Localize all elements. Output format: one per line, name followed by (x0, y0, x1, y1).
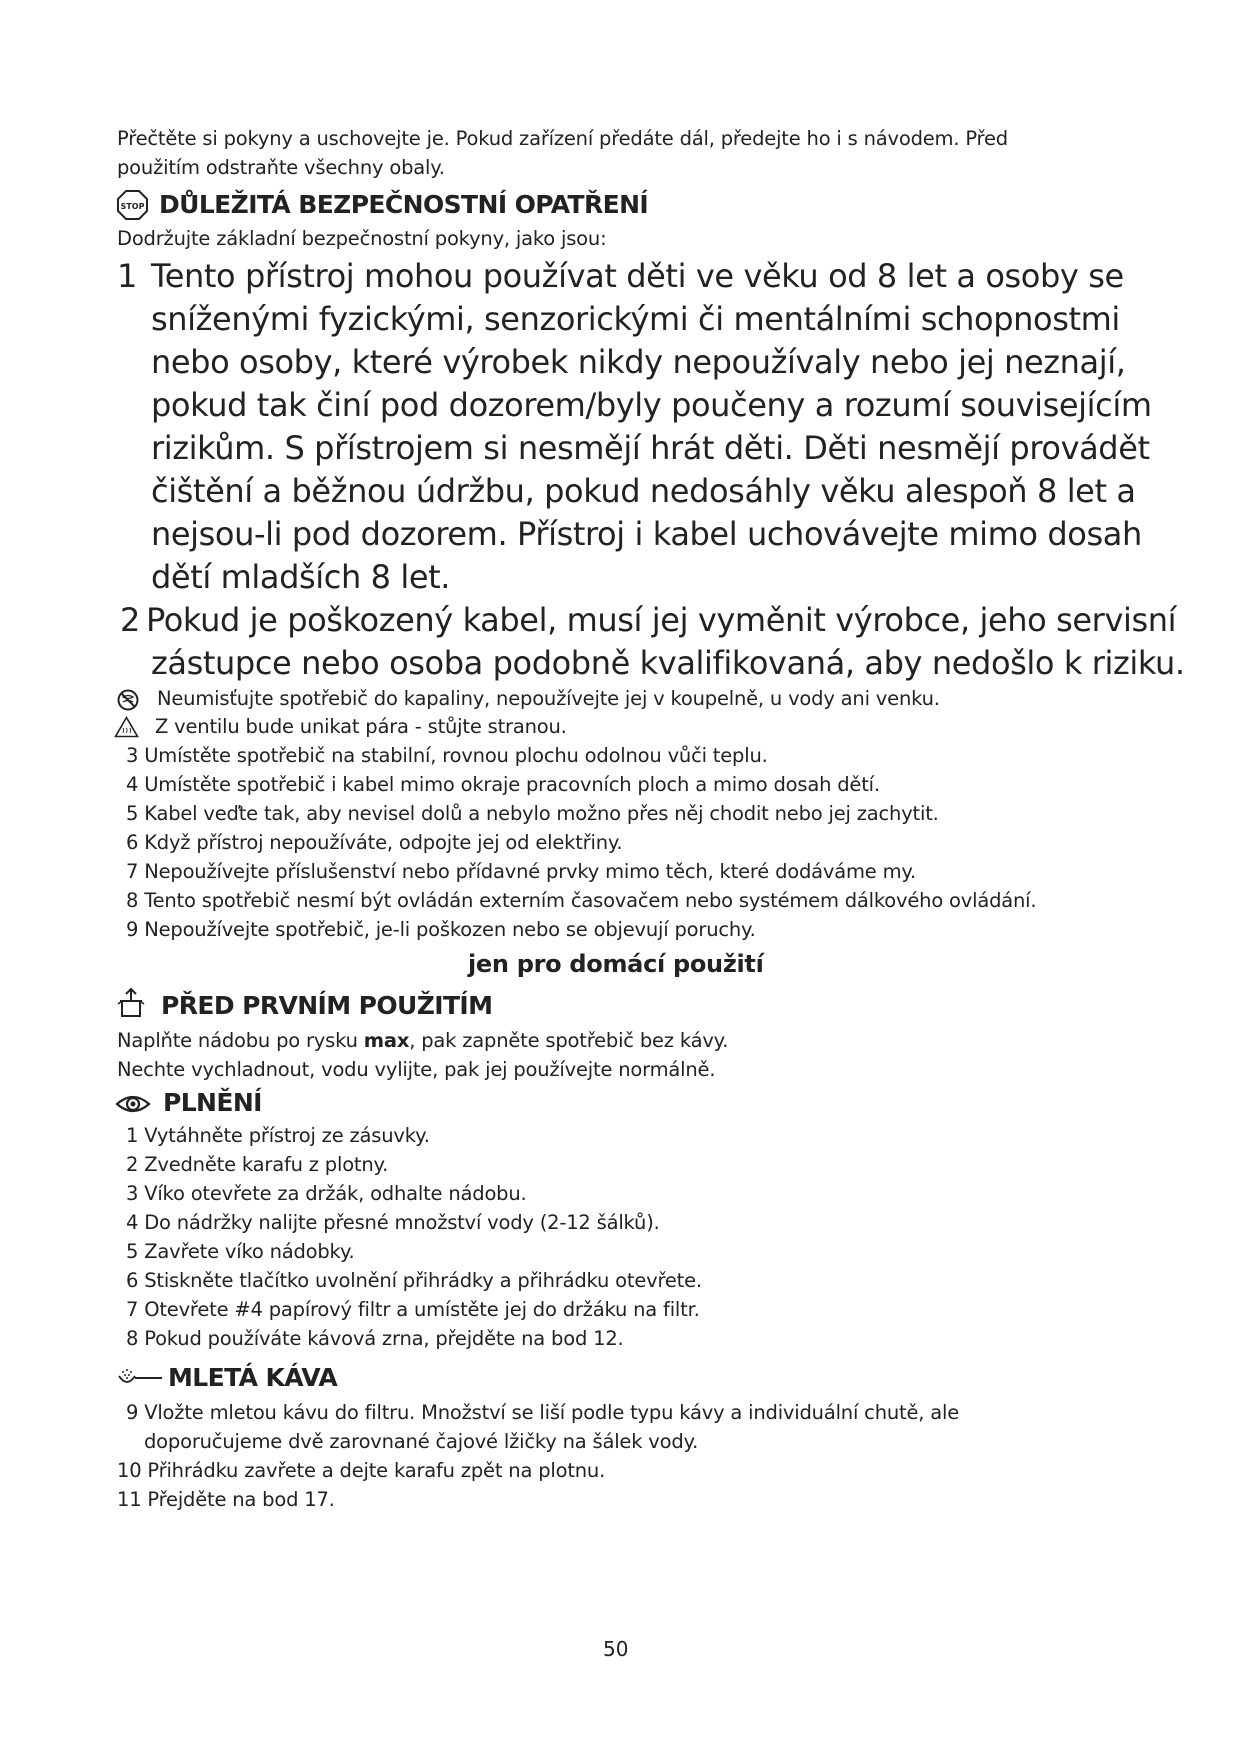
big-item-number: 1 (117, 257, 137, 295)
ground-item: 10 Přihrádku zavřete a dejte karafu zpět na plotnu. (117, 1459, 606, 1482)
eye-icon (115, 1092, 151, 1116)
list-item: 4 Umístěte spotřebič i kabel mimo okraje pracovních ploch a mimo dosah dětí. (126, 773, 880, 796)
intro-line-2: použitím odstraňte všechny obaly. (117, 156, 445, 179)
big-item-line: pokud tak činí pod dozorem/byly poučeny a rozumí souvisejícím (151, 386, 1152, 424)
list-item: 8 Tento spotřebič nesmí být ovládán externím časovačem nebo systémem dálkového ovládání. (126, 889, 1037, 912)
intro-line-1: Přečtěte si pokyny a uschovejte je. Pokud zařízení předáte dál, předejte ho i s návodem. Před (117, 127, 1008, 150)
big-item-line: sníženými fyzickými, senzorickými či mentálními schopnostmi (151, 300, 1120, 338)
list-item: 3 Umístěte spotřebič na stabilní, rovnou plochu odolnou vůči teplu. (126, 744, 768, 767)
ground-item: 9 Vložte mletou kávu do filtru. Množství se liší podle typu kávy a individuální chutě, ale (126, 1401, 960, 1424)
unpack-box-icon (117, 988, 145, 1018)
ground-coffee-heading: MLETÁ KÁVA (168, 1363, 338, 1392)
stop-icon-label: STOP (120, 202, 145, 211)
safety-subtitle: Dodržujte základní bezpečnostní pokyny, jako jsou: (117, 227, 607, 250)
page-number: 50 (603, 1637, 629, 1661)
first-use-line-2: Nechte vychladnout, vodu vylijte, pak jej používejte normálně. (117, 1058, 716, 1081)
warning-text: Z ventilu bude unikat pára - stůjte stranou. (155, 715, 567, 738)
ground-item: doporučujeme dvě zarovnané čajové lžičky na šálek vody. (144, 1430, 699, 1453)
list-item: 9 Nepoužívejte spotřebič, je-li poškozen nebo se objevují poruchy. (126, 918, 756, 941)
big-item-line: dětí mladších 8 let. (151, 558, 451, 596)
list-item: 7 Nepoužívejte příslušenství nebo přídavné prvky mimo těch, které dodáváme my. (126, 860, 916, 883)
big-item-line: rizikům. S přístrojem si nesmějí hrát děti. Děti nesmějí provádět (151, 429, 1150, 467)
big-item-line: zástupce nebo osoba podobně kvalifikovaná, aby nedošlo k riziku. (151, 644, 1185, 682)
filling-item: 4 Do nádržky nalijte přesné množství vody (2-12 šálků). (126, 1211, 660, 1234)
stop-icon (117, 190, 148, 220)
big-item-line: Tento přístroj mohou používat děti ve věku od 8 let a osoby se (151, 257, 1124, 295)
first-use-line-1: Naplňte nádobu po rysku max, pak zapněte spotřebič bez kávy. (117, 1029, 729, 1052)
safety-heading: DŮLEŽITÁ BEZPEČNOSTNÍ OPATŘENÍ (159, 190, 649, 219)
ground-coffee-spoon-icon (117, 1366, 163, 1388)
list-item: 6 Když přístroj nepoužíváte, odpojte jej od elektřiny. (126, 831, 623, 854)
warning-text: Neumisťujte spotřebič do kapaliny, nepoužívejte jej v koupelně, u vody ani venku. (157, 687, 940, 710)
filling-item: 6 Stiskněte tlačítko uvolnění přihrádky a přihrádku otevřete. (126, 1269, 702, 1292)
max-mark-label: max (363, 1029, 410, 1052)
filling-item: 3 Víko otevřete za držák, odhalte nádobu. (126, 1182, 527, 1205)
big-item-line: Pokud je poškozený kabel, musí jej vyměnit výrobce, jeho servisní (146, 601, 1177, 639)
filling-item: 7 Otevřete #4 papírový filtr a umístěte jej do držáku na filtr. (126, 1298, 700, 1321)
big-item-line: nejsou-li pod dozorem. Přístroj i kabel uchovávejte mimo dosah (151, 515, 1142, 553)
no-water-icon (117, 689, 139, 711)
list-item: 5 Kabel veďte tak, aby nevisel dolů a nebylo možno přes něj chodit nebo jej zachytit. (126, 802, 939, 825)
big-item-line: nebo osoby, které výrobek nikdy nepoužívaly nebo jej neznají, (151, 343, 1126, 381)
ground-item: 11 Přejděte na bod 17. (117, 1488, 335, 1511)
filling-item: 1 Vytáhněte přístroj ze zásuvky. (126, 1124, 430, 1147)
filling-item: 2 Zvedněte karafu z plotny. (126, 1153, 389, 1176)
domestic-use-note: jen pro domácí použití (468, 950, 764, 978)
big-item-number: 2 (120, 601, 140, 639)
big-item-line: čištění a běžnou údržbu, pokud nedosáhly věku alespoň 8 let a (151, 472, 1136, 510)
hot-surface-warning-icon (114, 716, 139, 738)
filling-item: 5 Zavřete víko nádobky. (126, 1240, 355, 1263)
first-use-heading: PŘED PRVNÍM POUŽITÍM (161, 991, 493, 1020)
filling-heading: PLNĚNÍ (163, 1088, 262, 1117)
filling-item: 8 Pokud používáte kávová zrna, přejděte na bod 12. (126, 1327, 624, 1350)
